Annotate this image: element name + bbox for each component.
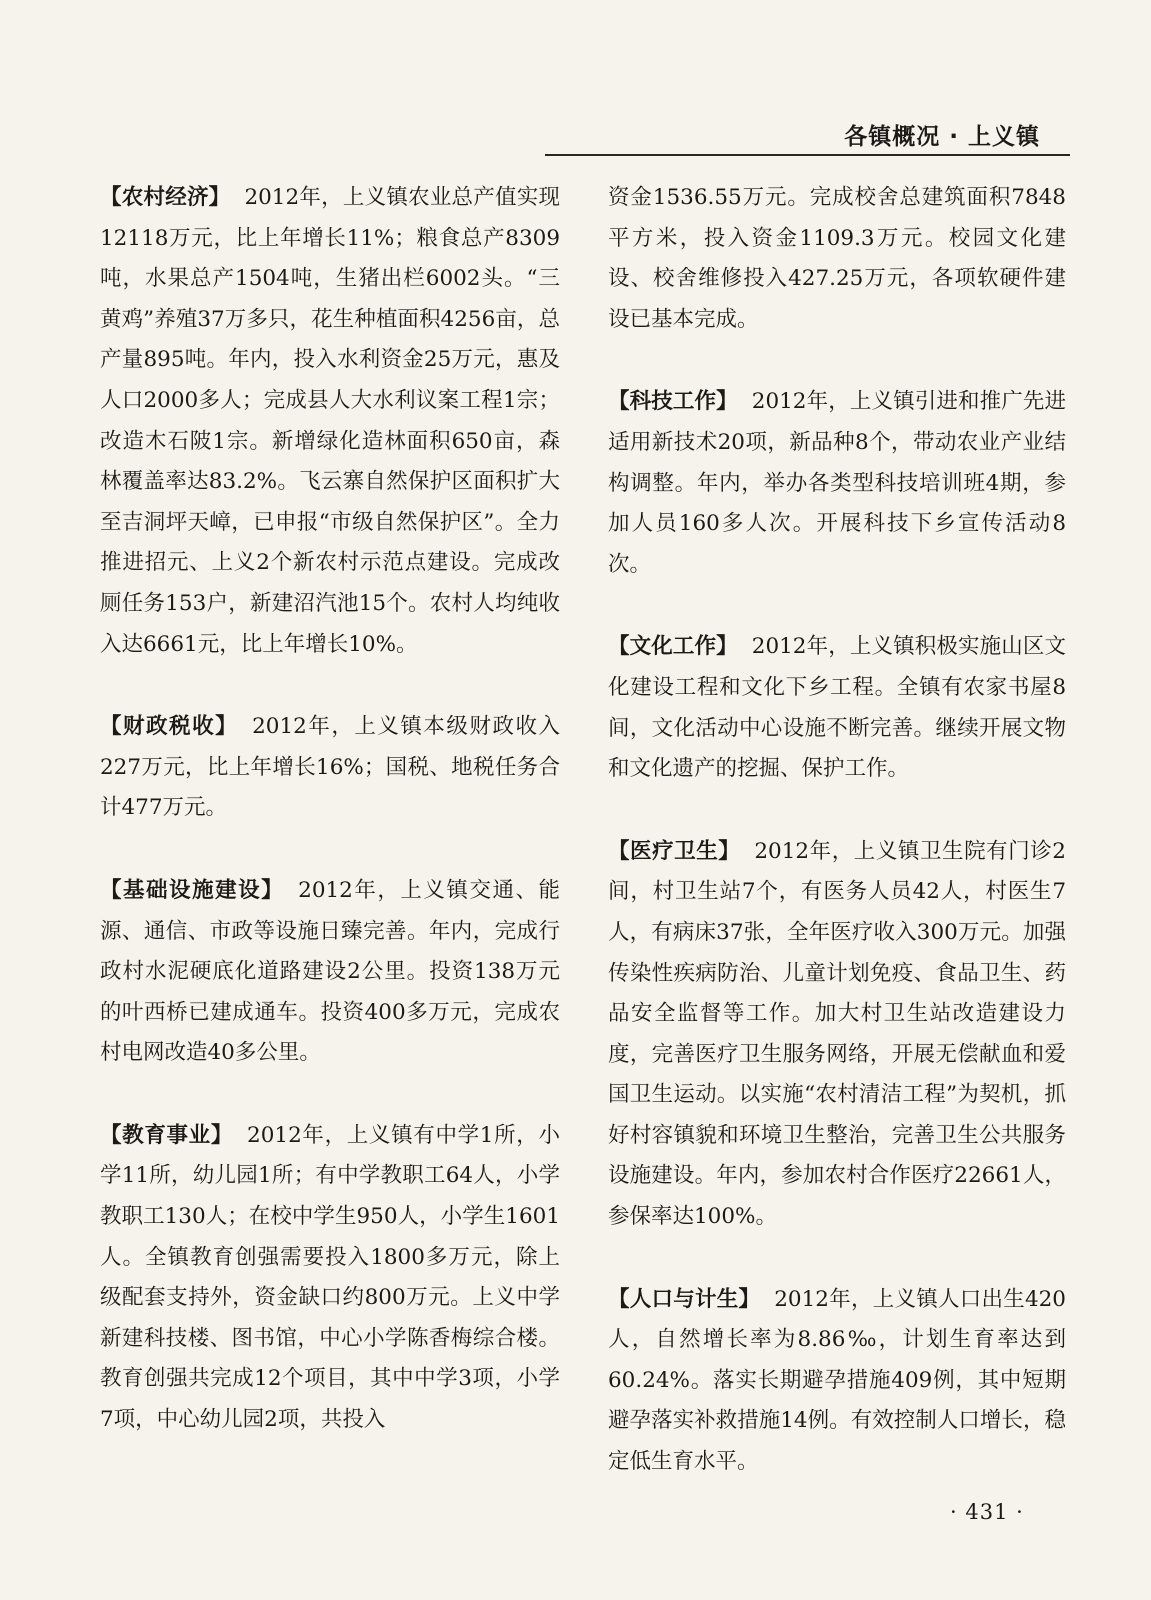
education-continued bbox=[608, 178, 1066, 340]
section-body: 2012年，上义镇本级财政收入227万元，比上年增长16%；国税、地税任务合计477万元。 bbox=[100, 714, 560, 821]
page-number: · 431 · bbox=[950, 1500, 1024, 1524]
section-title: 【农村经济】 bbox=[100, 185, 231, 210]
section-body: 2012年，上义镇农业总产值实现12118万元，比上年增长11%；粮食总产8309吨，水果总产1504吨，生猪出栏6002头。“三黄鸡”养殖37万多只，花生种植面积4256亩，总产量895吨。年内，投入水利资金25万元，惠及人口2000多人；完成县人大水利议案工程1宗；改造木石陂1宗。新增绿化造林面积650亩，森林覆盖率达83.2%。飞云寨自然保护区面积扩大至吉洞坪天嶂，已申报“市级自然保护区”。全力推进招元、上义2个新农村示范点建设。完成改厕任务153户，新建沼汽池15个。农村人均纯收入达6661元，比上年增长10%。 bbox=[100, 185, 560, 657]
section-title: 【文化工作】 bbox=[608, 634, 738, 660]
section-body: 2012年，上义镇引进和推广先进适用新技术20项，新品种8个，带动农业产业结构调整。年内，举办各类型科技培训班4期，参加人员160多人次。开展科技下乡宣传活动8次。 bbox=[608, 389, 1066, 577]
header-rule bbox=[545, 154, 1070, 156]
section-science-tech bbox=[608, 382, 1066, 585]
section-finance-tax bbox=[100, 707, 560, 829]
section-health bbox=[608, 832, 1066, 1238]
section-title: 【财政税收】 bbox=[100, 714, 239, 740]
section-body: 2012年，上义镇人口出生420人，自然增长率为8.86‰，计划生育率达到60.24%。落实长期避孕措施409例，其中短期避孕落实补救措施14例。有效控制人口增长，稳定低生育水平。 bbox=[608, 1286, 1066, 1475]
section-title: 【科技工作】 bbox=[608, 389, 738, 415]
continued-text: 资金1536.55万元。完成校舍总建筑面积7848平方米，投入资金1109.3万元。校园文化建设、校舍维修投入427.25万元，各项软硬件建设已基本完成。 bbox=[608, 185, 1066, 332]
running-header bbox=[545, 112, 1070, 156]
section-infrastructure bbox=[100, 871, 560, 1074]
section-title: 【人口与计生】 bbox=[608, 1286, 761, 1312]
running-title: 各镇概况 · 上义镇 bbox=[844, 124, 1040, 150]
section-body: 2012年，上义镇卫生院有门诊2间，村卫生站7个，有医务人员42人，村医生7人，有病床37张，全年医疗收入300万元。加强传染性疾病防治、儿童计划免疫、食品卫生、药品安全监督等工作。加大村卫生站改造建设力度，完善医疗卫生服务网络，开展无偿献血和爱国卫生运动。以实施“农村清洁工程”为契机，抓好村容镇貌和环境卫生整治，完善卫生公共服务设施建设。年内，参加农村合作医疗22661人，参保率达100%。 bbox=[608, 838, 1066, 1230]
section-rural-economy bbox=[100, 178, 560, 665]
section-title: 【教育事业】 bbox=[100, 1122, 234, 1148]
right-column bbox=[608, 178, 1066, 1525]
section-body: 2012年，上义镇有中学1所，小学11所，幼儿园1所；有中学教职工64人，小学教职工130人；在校中学生950人，小学生1601人。全镇教育创强需要投入1800多万元，除上级配套支持外，资金缺口约800万元。上义中学新建科技楼、图书馆，中心小学陈香梅综合楼。教育创强共完成12个项目，其中中学3项，小学7项，中心幼儿园2项，共投入 bbox=[100, 1122, 560, 1433]
section-education bbox=[100, 1116, 560, 1441]
section-population bbox=[608, 1280, 1066, 1483]
left-column bbox=[100, 178, 560, 1483]
section-body: 2012年，上义镇积极实施山区文化建设工程和文化下乡工程。全镇有农家书屋8间，文化活动中心设施不断完善。继续开展文物和文化遗产的挖掘、保护工作。 bbox=[608, 634, 1066, 782]
section-culture bbox=[608, 627, 1066, 789]
section-body: 2012年，上义镇交通、能源、通信、市政等设施日臻完善。年内，完成行政村水泥硬底化道路建设2公里。投资138万元的叶西桥已建成通车。投资400多万元，完成农村电网改造40多公里。 bbox=[100, 877, 560, 1066]
section-title: 【基础设施建设】 bbox=[100, 877, 285, 903]
section-title: 【医疗卫生】 bbox=[608, 838, 741, 864]
